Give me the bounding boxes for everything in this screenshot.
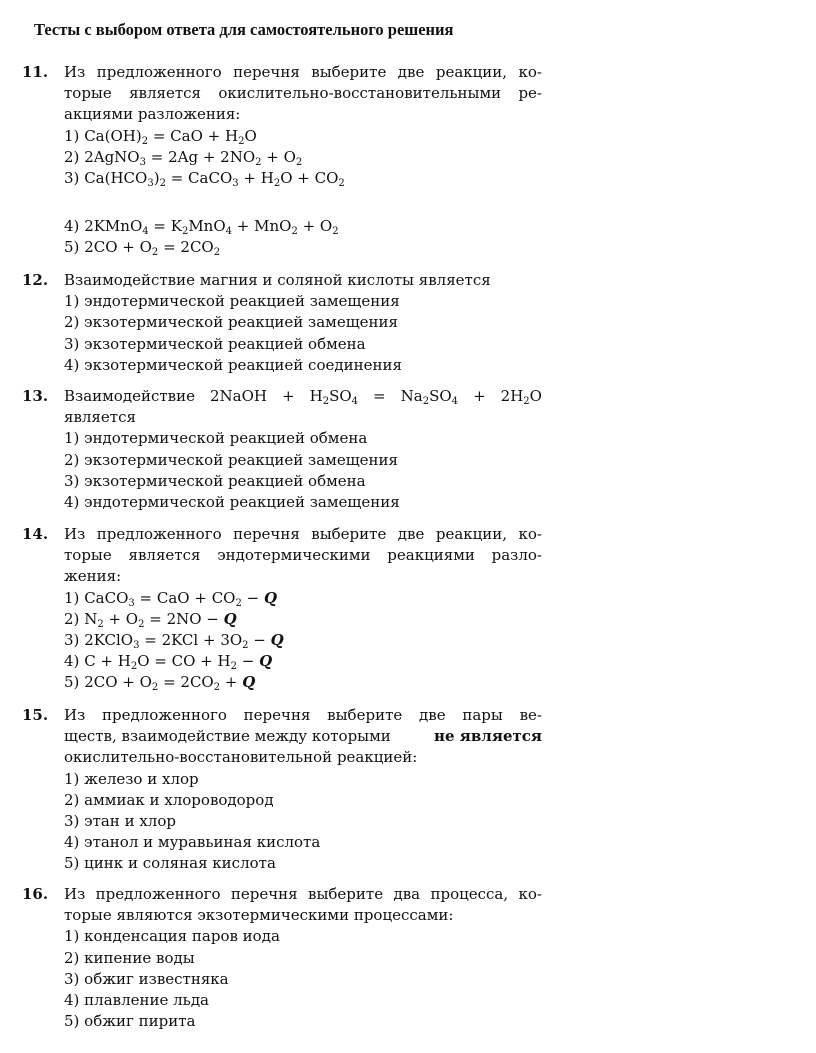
question-11 xyxy=(22,62,542,259)
question-text-line: жения: xyxy=(64,567,122,586)
question-number: 15. xyxy=(22,706,49,724)
question-number: 14. xyxy=(22,525,49,543)
answer-option: 4) эндотермической реакцией замещения xyxy=(64,492,400,511)
emphasis-text: не является xyxy=(434,727,542,746)
question-text-line: торые является окислительно-восстановительными ре- xyxy=(64,84,542,103)
answer-option: 1) $Ca(OH)_2$ = CaO + $H_2O$ xyxy=(64,126,257,147)
answer-option: 5) цинк и соляная кислота xyxy=(64,854,276,873)
answer-option: 3) $Ca(HCO_3)_2$ = CaCO$_3$ + $H_2O + CO_2$ xyxy=(64,168,345,189)
answer-option: 1) эндотермической реакцией обмена xyxy=(64,429,368,448)
answer-option: 5) обжиг пирита xyxy=(64,1012,196,1031)
question-text-line: Из предложенного перечня выберите два процесса, ко- xyxy=(64,885,542,903)
answer-option: 5) $2CO + O_2 = 2CO_2 + Q$ xyxy=(64,673,256,694)
answer-option: 3) 2KClO$_3$ = $2KCl + 3O_2 - Q$ xyxy=(64,630,284,651)
question-number: 13. xyxy=(22,387,49,405)
answer-option: 4) плавление льда xyxy=(64,990,209,1009)
answer-option: 2) экзотермической реакцией замещения xyxy=(64,450,398,469)
question-13 xyxy=(22,386,542,513)
question-text-line: торые являются экзотермическими процессами: xyxy=(64,906,454,925)
answer-option: 2) $N_2 + O_2 = 2NO - Q$ xyxy=(64,609,237,630)
question-14 xyxy=(22,524,542,694)
question-text-line: Из предложенного перечня выберите две реакции, ко- xyxy=(64,525,542,543)
question-text-line: акциями разложения: xyxy=(64,105,241,124)
page-title: Тесты с выбором ответа для самостоятельного решения xyxy=(34,20,454,39)
question-text-line: Взаимодействие 2NaOH + $H_2SO_4$ = $Na_2SO_4$ + $2H_2O$ xyxy=(64,387,542,407)
answer-option: 1) железо и хлор xyxy=(64,769,199,788)
answer-option: 1) эндотермической реакцией замещения xyxy=(64,292,400,311)
answer-option: 4) этанол и муравьиная кислота xyxy=(64,833,321,852)
answer-option: 5) $2CO + O_2 = 2CO_2$ xyxy=(64,238,221,259)
answer-option: 3) обжиг известняка xyxy=(64,969,229,988)
answer-option: 2) аммиак и хлороводород xyxy=(64,790,274,809)
answer-option: 4) экзотермической реакцией соединения xyxy=(64,355,402,374)
answer-option: 2) экзотермической реакцией замещения xyxy=(64,313,398,332)
answer-option: 3) экзотермической реакцией обмена xyxy=(64,334,366,353)
question-text-line: ществ, взаимодействие между которыми не является xyxy=(64,726,542,747)
answer-option: 3) этан и хлор xyxy=(64,811,176,830)
question-text-line: Из предложенного перечня выберите две реакции, ко- xyxy=(64,63,542,81)
answer-option: 4) $C + H_2O$ = CO + $H_2 - Q$ xyxy=(64,652,273,673)
question-text-line: торые является эндотермическими реакциями разло- xyxy=(64,546,542,565)
question-text-line: Из предложенного перечня выберите две пары ве- xyxy=(64,706,542,724)
answer-option: 2) 2AgNO$_3$ = $2Ag + 2NO_2 + O_2$ xyxy=(64,147,303,168)
question-number: 16. xyxy=(22,885,49,903)
question-15 xyxy=(22,705,542,875)
question-number: 12. xyxy=(22,271,49,289)
question-number: 11. xyxy=(22,63,49,81)
answer-option: 2) кипение воды xyxy=(64,948,195,967)
question-12 xyxy=(22,270,542,376)
answer-option: 1) конденсация паров иода xyxy=(64,927,280,946)
question-16 xyxy=(22,884,542,1032)
answer-option: 4) 2KMnO$_4$ = $K_2MnO_4 + MnO_2 + O_2$ xyxy=(64,217,339,238)
question-text-line: является xyxy=(64,408,136,427)
answer-option: 1) CaCO$_3$ = CaO + $CO_2 - Q$ xyxy=(64,588,278,609)
answer-option: 3) экзотермической реакцией обмена xyxy=(64,471,366,490)
question-text-line: Взаимодействие магния и соляной кислоты является xyxy=(64,271,491,289)
question-text-line: окислительно-восстановительной реакцией: xyxy=(64,748,418,767)
